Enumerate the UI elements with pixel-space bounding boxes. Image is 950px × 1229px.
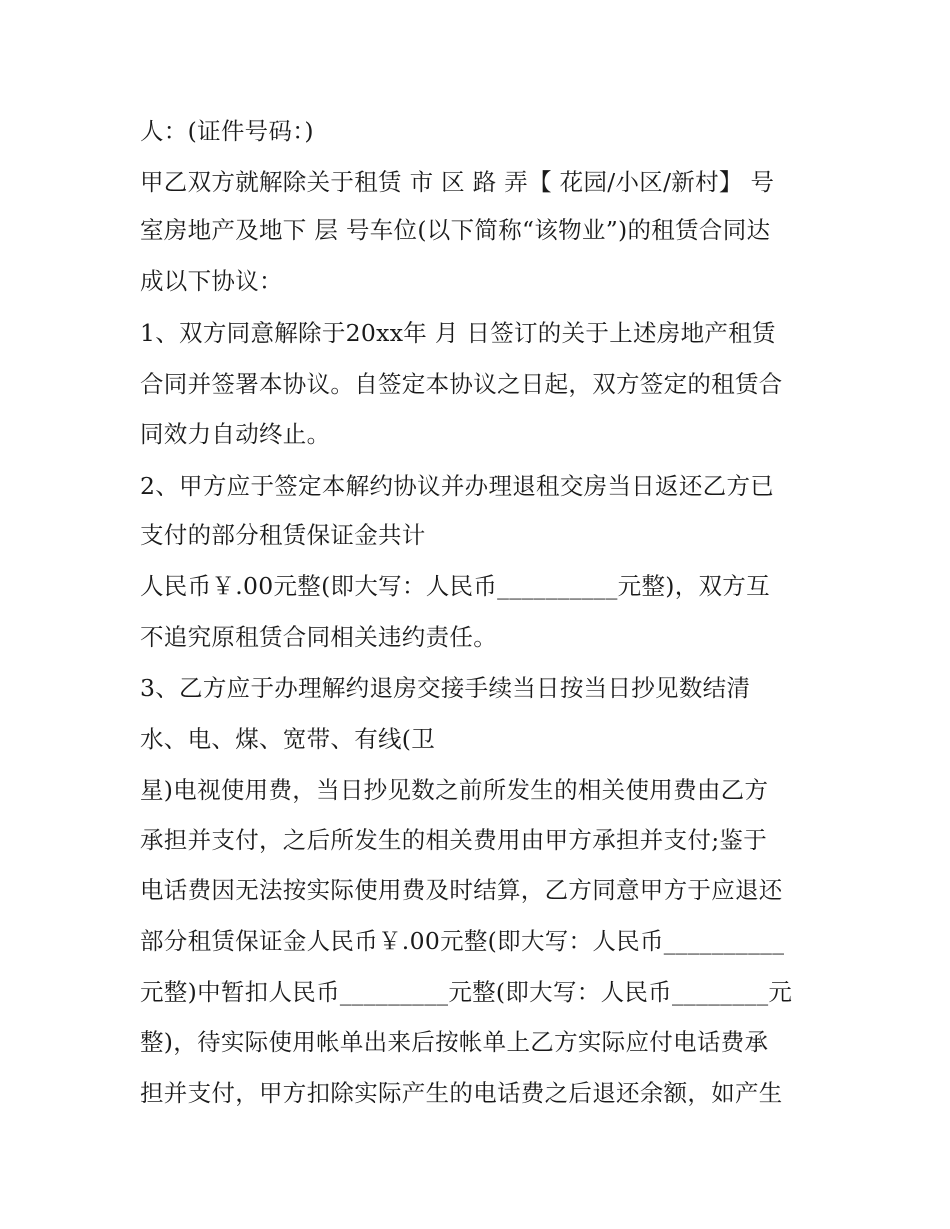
document-line: 同效力自动终止。: [140, 420, 331, 448]
document-line: 部分租赁保证金人民币￥.00元整(即大写：人民币__________: [140, 927, 785, 955]
document-line: 整)，待实际使用帐单出来后按帐单上乙方实际应付电话费承: [140, 1028, 769, 1056]
document-line: 成以下协议：: [140, 267, 283, 295]
document-line: 星)电视使用费，当日抄见数之前所发生的相关使用费由乙方: [140, 776, 769, 804]
document-line: 甲乙双方就解除关于租赁 市 区 路 弄【 花园/小区/新村】 号: [140, 168, 775, 196]
document-line: 担并支付，甲方扣除实际产生的电话费之后退还余额，如产生: [140, 1079, 783, 1107]
document-line: 不追究原租赁合同相关违约责任。: [140, 623, 497, 651]
document-line: 3、乙方应于办理解约退房交接手续当日按当日抄见数结清: [140, 674, 751, 702]
document-line: 合同并签署本协议。自签定本协议之日起，双方签定的租赁合: [140, 370, 783, 398]
document-line: 1、双方同意解除于20xx年 月 日签订的关于上述房地产租赁: [140, 319, 776, 347]
document-line: 元整)中暂扣人民币_________元整(即大写：人民币________元: [140, 978, 793, 1006]
document-line: 2、甲方应于签定本解约协议并办理退租交房当日返还乙方已: [140, 472, 775, 500]
document-line: 人：(证件号码：): [140, 117, 314, 145]
document-line: 承担并支付，之后所发生的相关费用由甲方承担并支付;鉴于: [140, 826, 768, 854]
document-line: 人民币￥.00元整(即大写：人民币__________元整)，双方互: [140, 572, 770, 600]
document-line: 水、电、煤、宽带、有线(卫: [140, 725, 436, 753]
document-line: 支付的部分租赁保证金共计: [140, 521, 426, 549]
document-line: 室房地产及地下 层 号车位(以下简称“该物业”)的租赁合同达: [140, 216, 771, 244]
document-line: 电话费因无法按实际使用费及时结算，乙方同意甲方于应退还: [140, 876, 783, 904]
